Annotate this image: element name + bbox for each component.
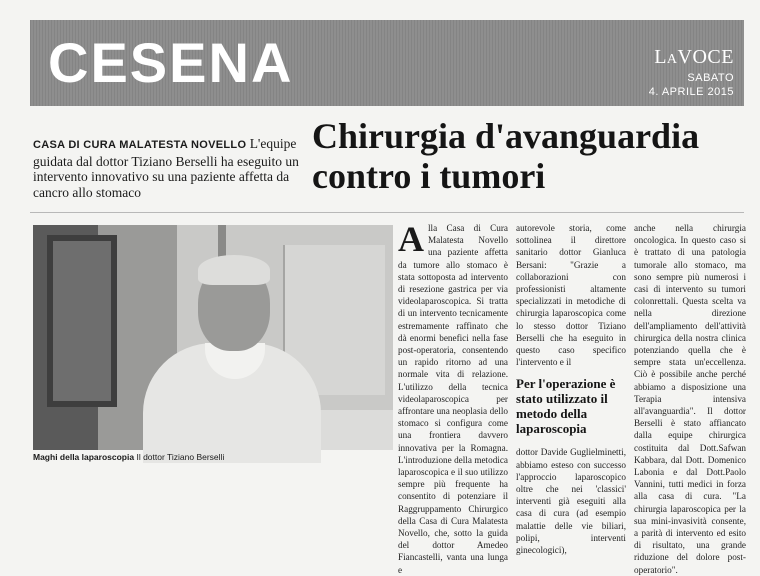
issue-date: 4. APRILE 2015 <box>648 86 734 98</box>
divider <box>30 212 744 213</box>
article-subhead: Per l'operazione è stato utilizzato il metodo della laparoscopia <box>516 376 616 437</box>
photo-caption <box>33 452 393 463</box>
column-3-text: anche nella chirurgia oncologica. In questo caso si è trattato di una patologia tumorale allo stomaco, ma sono sempre più numerosi i casi di intervento su tumori colonrettali. Questa scelta va nella direzione dell'ampliamento dell'attività chirurgica della nostra clinica potenziando quella che è sempre stata un'eccellenza. Ciò è possibile anche perché abbiamo a disposizione una Terapia intensiva all'avanguardia". Il dottor Berselli è stato affiancato dalla equipe chirurgica costituita dal Dott.Safwan Kabbara, dal Dott. Domenico Labonia e dal Dott.Paolo Vannini, tutti medici in forza alla casa di cura. "La chirurgia laparoscopica per la sua mini-invasività consente, a parità di intervento ed esito di risultato, una grande riduzione del dolore post-operatorio". <box>634 223 746 575</box>
headline-line-2: contro i tumori <box>312 156 546 196</box>
drop-cap: A <box>398 219 424 259</box>
issue-day: SABATO <box>687 72 734 84</box>
column-2-text-bottom: dottor Davide Guglielminetti, abbiamo esteso con successo l'approccio laparoscopico oltre che nei 'classici' interventi già eseguiti alla casa di cura (ad esempio malattie delle vie biliari, polipi, interventi ginecologici), <box>516 447 626 556</box>
kicker-tag: CASA DI CURA MALATESTA NOVELLO <box>33 139 247 151</box>
article-photo <box>33 225 393 450</box>
article-column-1 <box>398 219 508 575</box>
caption-text: Il dottor Tiziano Berselli <box>134 452 225 462</box>
article-column-2 <box>516 222 626 556</box>
article-column-3 <box>634 222 746 575</box>
caption-bold: Maghi della laparoscopia <box>33 452 135 462</box>
headline-line-1: Chirurgia d'avanguardia <box>312 116 700 156</box>
column-1-text: lla Casa di Cura Malatesta Novello una paziente affetta da tumore allo stomaco è stata sottoposta ad intervento di resezione gastrica per via videolaparoscopica. Si tratta di un intervento tecnicamente estremamente raffinato che dà enormi benefici nella fase post-operatoria, consentendo un rapido ritorno ad una normale vita di relazione. L'utilizzo della tecnica videolaparoscopica per affrontare una neoplasia dello stomaco si configura come una frontiera davvero innovativa per la Romagna. L'introduzione della metodica laparoscopica e il suo utilizzo sempre più frequente ha consentito di potenziare il Raggruppamento Chirurgico della Casa di Cura Malatesta Novello, che, sotto la guida del dottor Amedeo Fiancastelli, vanta una lunga e <box>398 223 508 575</box>
masthead <box>30 20 744 106</box>
section-title: CESENA <box>48 31 294 94</box>
article-headline <box>312 116 742 196</box>
photo-window <box>47 235 117 407</box>
kicker-text: L'equipe guidata dal dottor Tiziano Berselli ha eseguito un intervento innovativo su una paziente affetta da cancro allo stomaco <box>33 136 299 200</box>
column-2-text-top: autorevole storia, come sottolinea il direttore sanitario dottor Gianluca Bersani: "Grazie a collaborazioni con professionisti altamente specializzati in metodiche di chirurgia laparoscopica come lo stesso dottor Tiziano Berselli che ha eseguito in questo caso specifico l'intervento e il <box>516 223 626 368</box>
article-kicker <box>33 136 301 200</box>
newspaper-logo: LaVOCE <box>654 46 734 68</box>
photo-doctor-hair <box>198 255 270 285</box>
